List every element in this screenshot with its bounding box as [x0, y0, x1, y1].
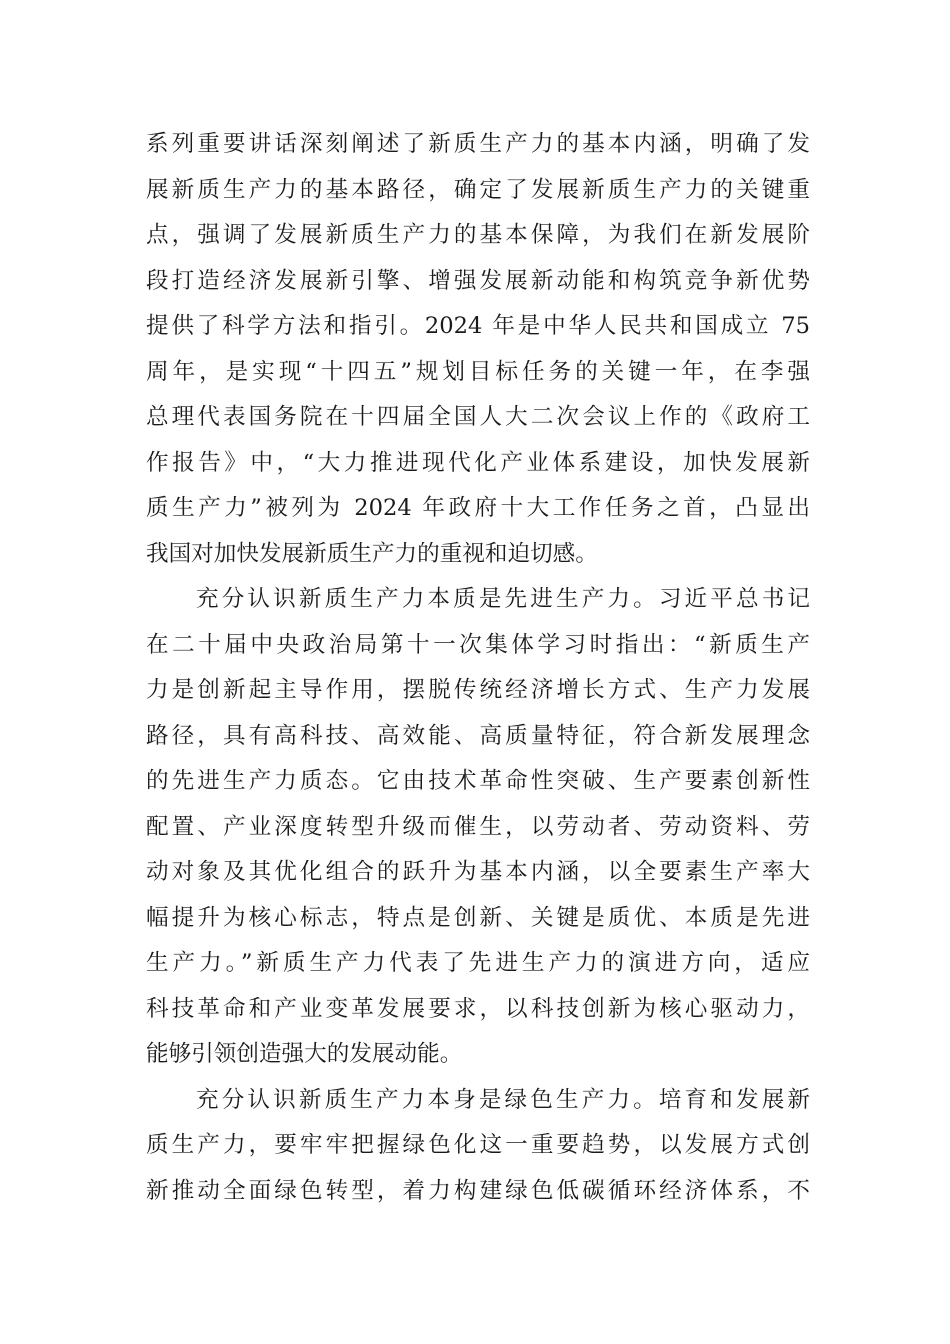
text-line: 在二十届中央政治局第十一次集体学习时指出：“新质生产 [146, 631, 810, 658]
text-line: 充分认识新质生产力本身是绿色生产力。培育和发展新 [196, 1086, 810, 1113]
text-line: 科技革命和产业变革发展要求，以科技创新为核心驱动力， [146, 995, 810, 1022]
text-line: 总理代表国务院在十四届全国人大二次会议上作的《政府工 [146, 404, 810, 430]
document-body [146, 122, 810, 1214]
text-line: 幅提升为核心标志，特点是创新、关键是质优、本质是先进 [146, 904, 810, 931]
text-line: 展新质生产力的基本路径，确定了发展新质生产力的关键重 [146, 176, 810, 203]
text-line: 路径，具有高科技、高效能、高质量特征，符合新发展理念 [146, 722, 810, 749]
paragraph-1 [146, 122, 810, 577]
text-line: 系列重要讲话深刻阐述了新质生产力的基本内涵，明确了发 [146, 131, 810, 157]
paragraph-2 [146, 577, 810, 1078]
text-line: 生产力。”新质生产力代表了先进生产力的演进方向，适应 [146, 950, 810, 976]
text-line: 我国对加快发展新质生产力的重视和迫切感。 [146, 540, 598, 567]
text-line: 段打造经济发展新引擎、增强发展新动能和构筑竞争新优势 [146, 267, 810, 294]
text-line: 动对象及其优化组合的跃升为基本内涵，以全要素生产率大 [146, 859, 810, 885]
text-line: 力是创新起主导作用，摆脱传统经济增长方式、生产力发展 [146, 677, 810, 703]
text-line: 充分认识新质生产力本质是先进生产力。习近平总书记 [196, 586, 810, 612]
text-line: 配置、产业深度转型升级而催生，以劳动者、劳动资料、劳 [146, 813, 810, 840]
paragraph-3 [146, 1078, 810, 1215]
text-line: 作报告》中，“大力推进现代化产业体系建设，加快发展新 [146, 449, 810, 476]
text-line: 新推动全面绿色转型，着力构建绿色低碳循环经济体系，不 [146, 1177, 810, 1204]
text-line: 质生产力”被列为 2024 年政府十大工作任务之首，凸显出 [146, 495, 810, 521]
text-line: 周年，是实现“十四五”规划目标任务的关键一年，在李强 [146, 358, 810, 385]
text-line: 点，强调了发展新质生产力的基本保障，为我们在新发展阶 [146, 222, 810, 248]
text-line: 提供了科学方法和指引。2024 年是中华人民共和国成立 75 [146, 313, 810, 339]
text-line: 的先进生产力质态。它由技术革命性突破、生产要素创新性 [146, 768, 810, 794]
text-line: 能够引领创造强大的发展动能。 [146, 1041, 463, 1067]
text-line: 质生产力，要牢牢把握绿色化这一重要趋势，以发展方式创 [146, 1132, 810, 1158]
